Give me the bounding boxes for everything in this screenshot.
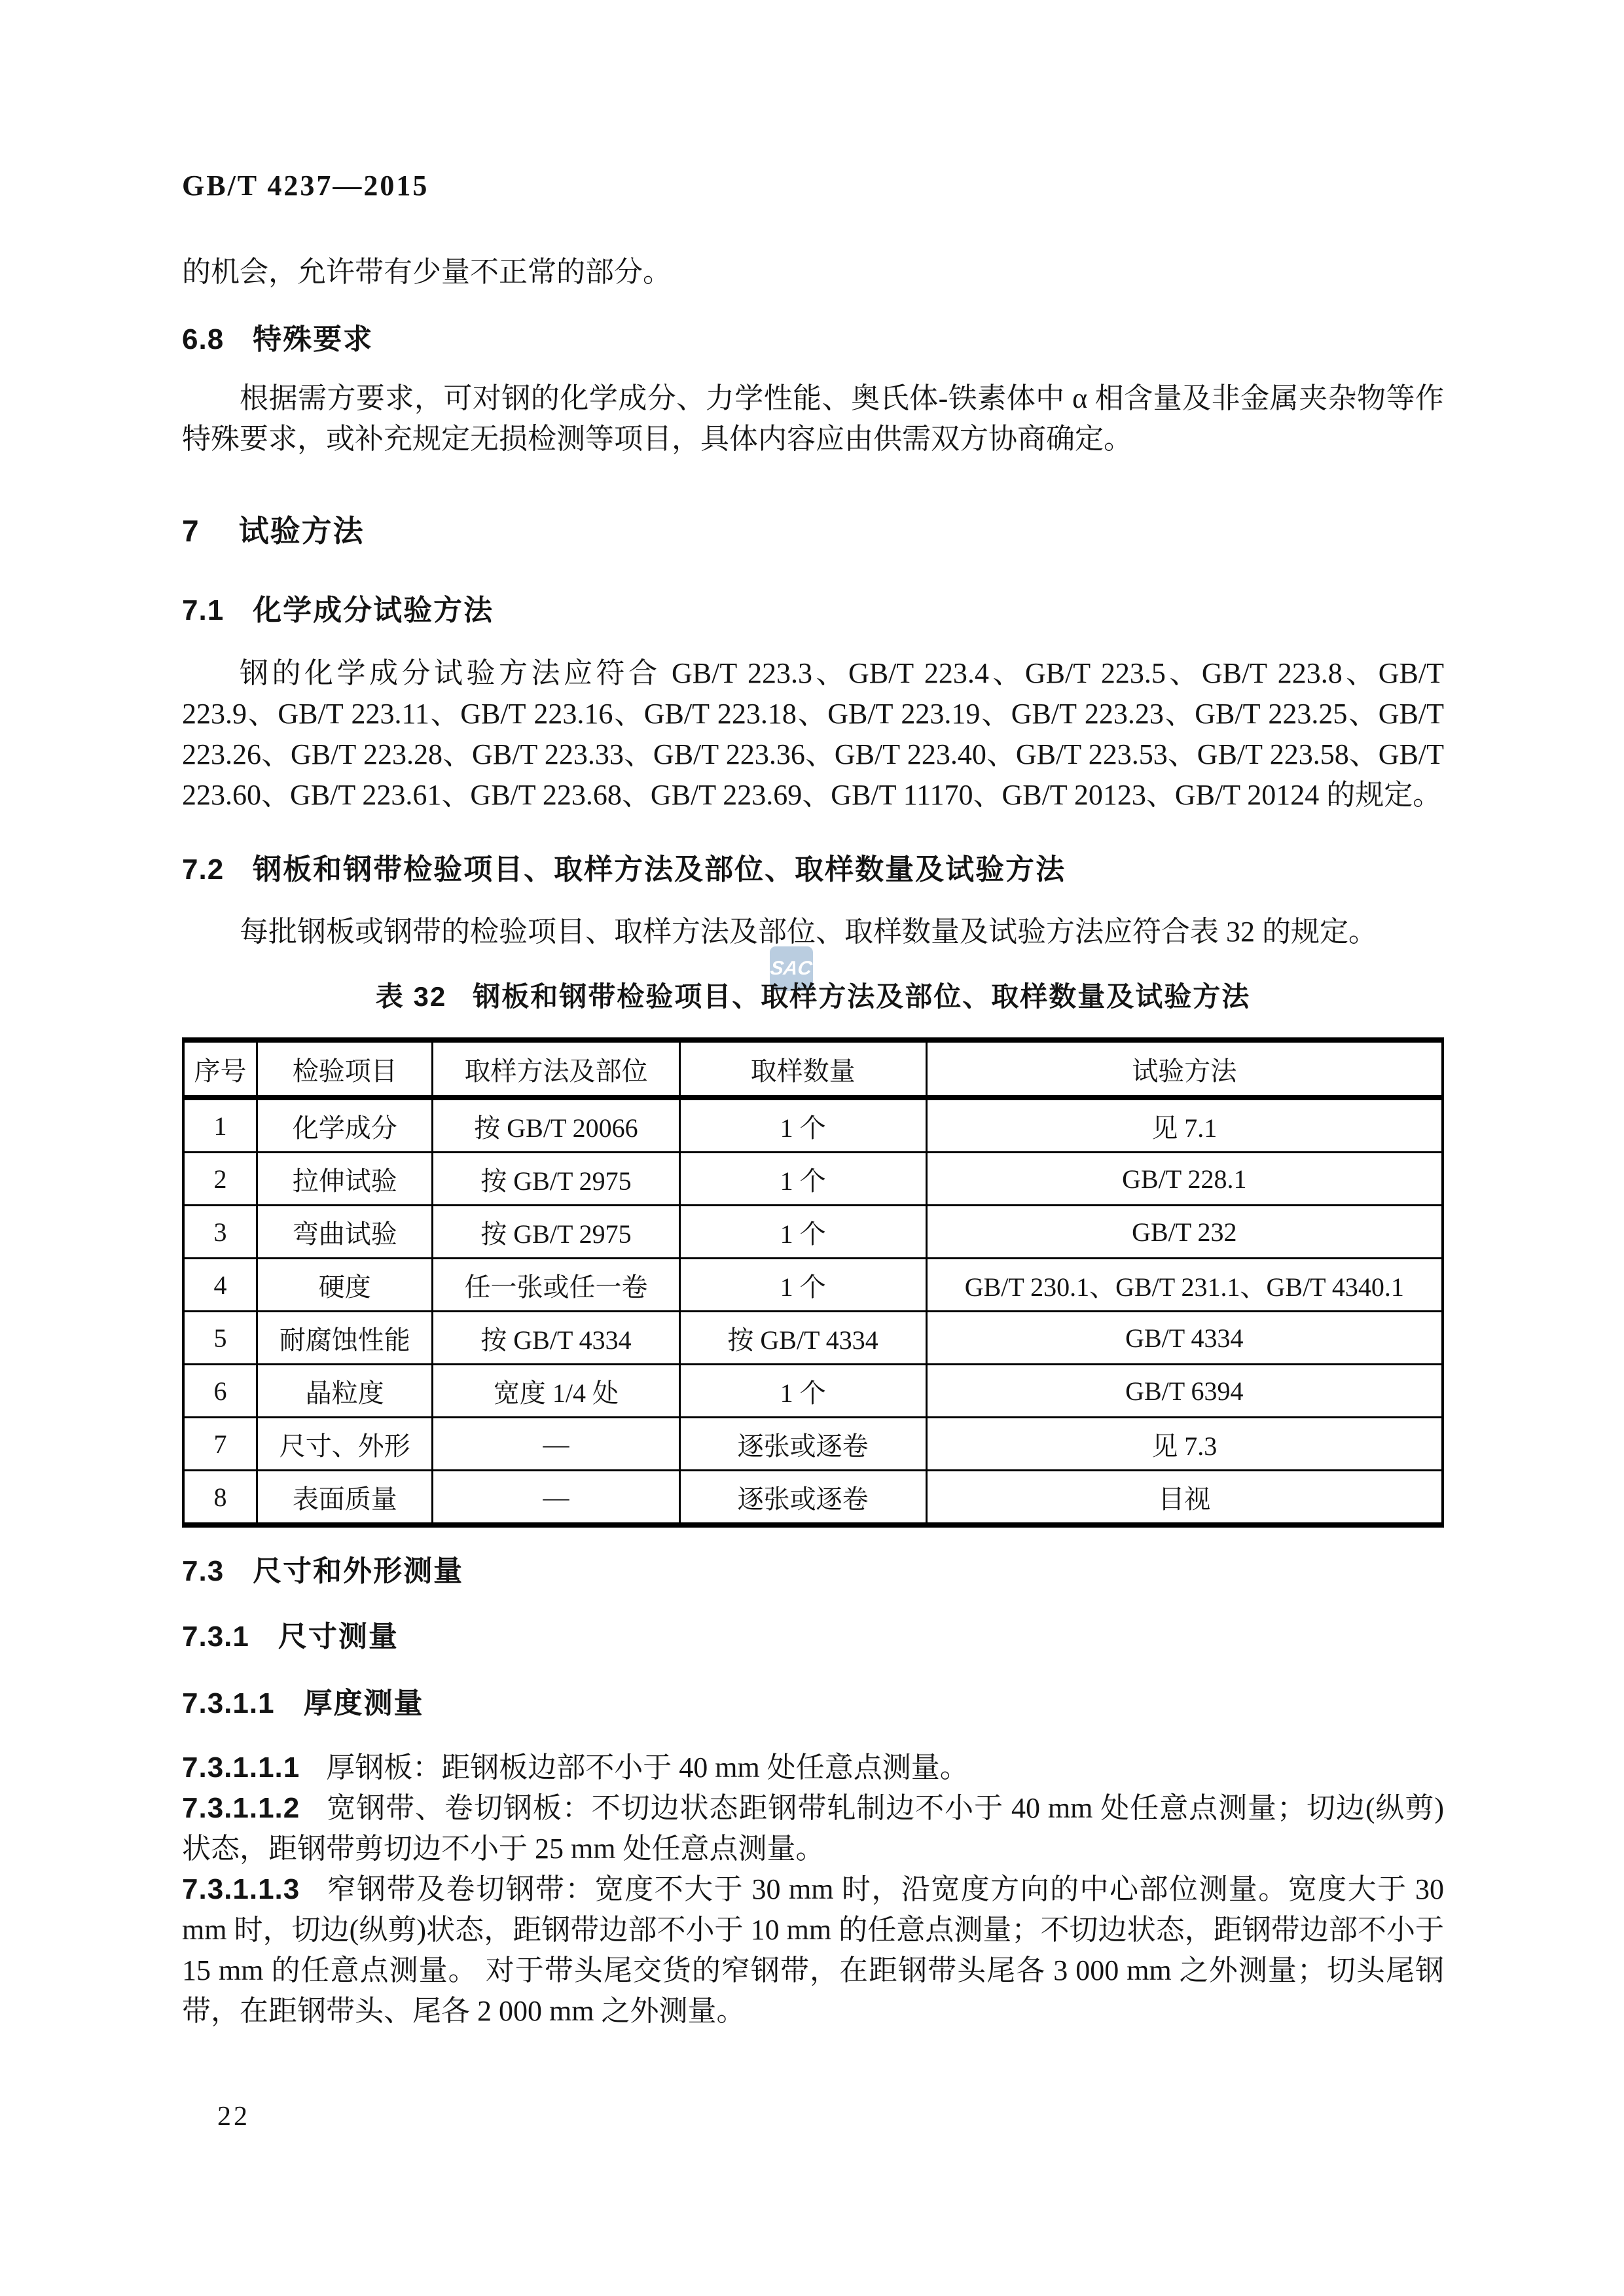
clause-paragraph	[182, 1748, 1444, 1788]
table-cell: 尺寸、外形	[257, 1418, 433, 1471]
table-cell: 3	[183, 1206, 257, 1259]
paragraph-7-1: 钢的化学成分试验方法应符合 GB/T 223.3、GB/T 223.4、GB/T 223.5、GB/T 223.8、GB/T 223.9、GB/T 223.11、GB/T 223.16、GB/T 223.18、GB/T 223.19、GB/T 223.23、GB/T 223.25、GB/T 223.26、GB/T 223.28、GB/T 223.33、GB/T 223.36、GB/T 223.40、GB/T 223.53、GB/T 223.58、GB/T 223.60、GB/T 223.61、GB/T 223.68、GB/T 223.69、GB/T 11170、GB/T 20123、GB/T 20124 的规定。	[182, 657, 1444, 811]
table-row	[183, 1259, 1443, 1312]
page-number: 22	[217, 2102, 250, 2132]
intro-paragraph: 的机会，允许带有少量不正常的部分。	[182, 256, 672, 288]
table-cell: 逐张或逐卷	[679, 1418, 926, 1471]
heading-7-2	[182, 846, 1066, 888]
clause-text: 宽钢带、卷切钢板：不切边状态距钢带轧制边不小于 40 mm 处任意点测量；切边(纵剪)状态，距钢带剪切边不小于 25 mm 处任意点测量。	[182, 1792, 1444, 1865]
table-row	[183, 1153, 1443, 1206]
heading-7-3-1	[182, 1613, 399, 1655]
table-32-caption-title: 钢板和钢带检验项目、取样方法及部位、取样数量及试验方法	[473, 981, 1251, 1012]
heading-7-3-1-1-number: 7.3.1.1	[182, 1687, 275, 1719]
table-32-caption	[182, 975, 1444, 1014]
table-cell: 1 个	[679, 1153, 926, 1206]
table-row	[183, 1365, 1443, 1418]
heading-7-3	[182, 1547, 463, 1589]
clause-number: 7.3.1.1.2	[182, 1792, 300, 1824]
table-cell: 7	[183, 1418, 257, 1471]
table-cell: 6	[183, 1365, 257, 1418]
table-cell: 按 GB/T 4334	[433, 1312, 679, 1365]
table-cell: 见 7.3	[926, 1418, 1443, 1471]
heading-7-2-title: 钢板和钢带检验项目、取样方法及部位、取样数量及试验方法	[253, 853, 1066, 886]
heading-6-8	[182, 315, 373, 357]
table-row	[183, 1471, 1443, 1526]
table-cell: 5	[183, 1312, 257, 1365]
table-row	[183, 1098, 1443, 1153]
table-cell: GB/T 230.1、GB/T 231.1、GB/T 4340.1	[926, 1259, 1443, 1312]
table-cell: 任一张或任一卷	[433, 1259, 679, 1312]
heading-6-8-number: 6.8	[182, 323, 225, 355]
table-cell: —	[433, 1418, 679, 1471]
clause-text: 窄钢带及卷切钢带：宽度不大于 30 mm 时，沿宽度方向的中心部位测量。宽度大于 30 mm 时，切边(纵剪)状态，距钢带边部不小于 10 mm 的任意点测量；不切边状态，距钢带边部不小于 15 mm 的任意点测量。 对于带头尾交货的窄钢带，在距钢带头尾各 3 000 mm 之外测量；切头尾钢带，在距钢带头、尾各 2 000 mm 之外测量。	[182, 1873, 1444, 2027]
table-cell: GB/T 228.1	[926, 1153, 1443, 1206]
table-cell: 8	[183, 1471, 257, 1526]
table-cell: 表面质量	[257, 1471, 433, 1526]
table-cell: 1 个	[679, 1259, 926, 1312]
heading-7	[182, 507, 365, 550]
heading-7-title: 试验方法	[238, 514, 365, 548]
table-cell: 1 个	[679, 1206, 926, 1259]
table-32-caption-label: 表 32	[375, 981, 447, 1012]
sac-watermark-label: SAC	[769, 958, 814, 979]
table-cell: 见 7.1	[926, 1098, 1443, 1153]
table-cell: 1	[183, 1098, 257, 1153]
table-row	[183, 1312, 1443, 1365]
table-cell: GB/T 4334	[926, 1312, 1443, 1365]
table-header-cell: 取样方法及部位	[433, 1040, 679, 1098]
table-cell: 弯曲试验	[257, 1206, 433, 1259]
heading-7-3-title: 尺寸和外形测量	[253, 1555, 464, 1587]
table-cell: 按 GB/T 20066	[433, 1098, 679, 1153]
table-cell: 按 GB/T 2975	[433, 1206, 679, 1259]
table-cell: 耐腐蚀性能	[257, 1312, 433, 1365]
heading-7-2-number: 7.2	[182, 853, 225, 886]
heading-7-1-number: 7.1	[182, 594, 225, 626]
table-cell: 1 个	[679, 1365, 926, 1418]
clause-paragraph	[182, 1869, 1444, 2032]
table-header-cell: 试验方法	[926, 1040, 1443, 1098]
doc-number: GB/T 4237—2015	[182, 170, 429, 202]
heading-7-1	[182, 586, 494, 628]
clause-number: 7.3.1.1.1	[182, 1751, 300, 1784]
thickness-measurement-clauses	[182, 1748, 1444, 2032]
heading-7-1-title: 化学成分试验方法	[253, 594, 494, 626]
heading-7-3-1-number: 7.3.1	[182, 1621, 249, 1653]
table-cell: 按 GB/T 2975	[433, 1153, 679, 1206]
table-row	[183, 1206, 1443, 1259]
table-cell: 4	[183, 1259, 257, 1312]
heading-6-8-title: 特殊要求	[253, 323, 374, 355]
heading-7-3-1-title: 尺寸测量	[278, 1621, 399, 1653]
table-cell: GB/T 232	[926, 1206, 1443, 1259]
table-header-row	[183, 1040, 1443, 1098]
table-cell: 1 个	[679, 1098, 926, 1153]
table-cell: 宽度 1/4 处	[433, 1365, 679, 1418]
table-cell: 化学成分	[257, 1098, 433, 1153]
table-cell: 2	[183, 1153, 257, 1206]
paragraph-7-2: 每批钢板或钢带的检验项目、取样方法及部位、取样数量及试验方法应符合表 32 的规定。	[240, 916, 1377, 948]
table-row	[183, 1418, 1443, 1471]
table-header-cell: 检验项目	[257, 1040, 433, 1098]
clause-text: 厚钢板：距钢板边部不小于 40 mm 处任意点测量。	[326, 1751, 969, 1784]
table-cell: 拉伸试验	[257, 1153, 433, 1206]
table-header-cell: 取样数量	[679, 1040, 926, 1098]
table-cell: 按 GB/T 4334	[679, 1312, 926, 1365]
table-cell: —	[433, 1471, 679, 1526]
table-cell: 硬度	[257, 1259, 433, 1312]
heading-7-3-number: 7.3	[182, 1555, 225, 1587]
table-cell: 逐张或逐卷	[679, 1471, 926, 1526]
table-header-cell: 序号	[183, 1040, 257, 1098]
table-cell: 目视	[926, 1471, 1443, 1526]
table-cell: GB/T 6394	[926, 1365, 1443, 1418]
heading-7-number: 7	[182, 514, 200, 548]
heading-7-3-1-1-title: 厚度测量	[303, 1687, 424, 1719]
table-32	[182, 1037, 1444, 1528]
table-cell: 晶粒度	[257, 1365, 433, 1418]
clause-paragraph	[182, 1788, 1444, 1869]
clause-number: 7.3.1.1.3	[182, 1873, 300, 1905]
paragraph-6-8: 根据需方要求，可对钢的化学成分、力学性能、奥氏体-铁素体中 α 相含量及非金属夹杂物等作特殊要求，或补充规定无损检测等项目，具体内容应由供需双方协商确定。	[182, 382, 1444, 455]
heading-7-3-1-1	[182, 1679, 424, 1721]
